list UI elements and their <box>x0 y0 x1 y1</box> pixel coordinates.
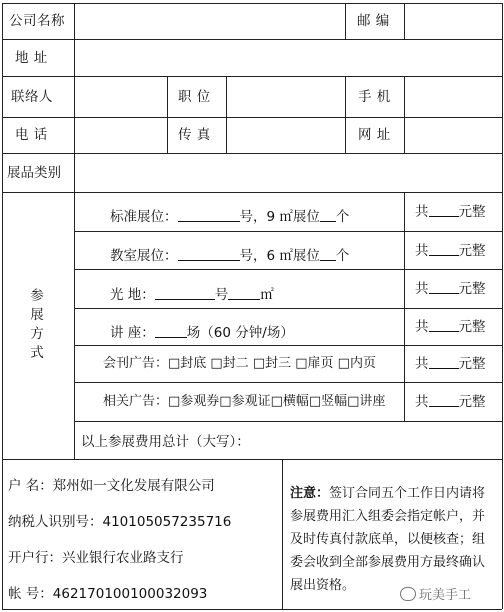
wechat-logo-icon <box>400 587 416 601</box>
col-divider <box>167 76 168 153</box>
price-classroom[interactable]: 共 元整 <box>415 243 486 259</box>
phone-field[interactable] <box>75 118 167 153</box>
classroom-booth-line[interactable] <box>110 248 349 264</box>
price-related-ad[interactable]: 共 元整 <box>415 394 486 410</box>
standard-booth-line[interactable] <box>110 209 349 225</box>
fax-field[interactable] <box>227 118 345 153</box>
total-label: 以上参展费用总计（大写）： <box>81 434 250 450</box>
col-divider <box>345 3 346 39</box>
related-ad-options[interactable]: 相关广告：□参观券□参观证□横幅□竖幅□讲座 <box>103 394 386 409</box>
payment-note <box>290 482 497 597</box>
postcode-label: 邮 编 <box>357 13 390 29</box>
row-divider <box>74 382 502 383</box>
category-label: 展品类别 <box>7 165 61 181</box>
classroom-booth-suffix: 个 <box>335 248 350 264</box>
website-field[interactable] <box>405 118 501 153</box>
participation-label: 参展方式 <box>30 288 44 361</box>
standard-booth-suffix: 个 <box>335 209 350 225</box>
phone-label: 电 话 <box>15 127 48 143</box>
classroom-booth-prefix: 教室展位： <box>110 248 178 264</box>
amount-blank[interactable] <box>429 243 459 256</box>
lecture-line[interactable] <box>110 325 294 341</box>
category-field[interactable] <box>75 154 501 192</box>
amount-blank[interactable] <box>429 394 459 407</box>
standard-booth-prefix: 标准展位： <box>110 209 178 225</box>
contact-field[interactable] <box>75 77 167 117</box>
col-divider <box>2 3 3 609</box>
open-space-prefix: 光 地： <box>110 287 155 303</box>
row-divider <box>2 459 502 460</box>
price-standard[interactable]: 共 元整 <box>415 204 486 220</box>
price-journal-ad[interactable]: 共 元整 <box>415 356 486 372</box>
booth-number-blank[interactable] <box>178 248 240 261</box>
classroom-booth-mid: 号，6 ㎡展位 <box>239 248 320 264</box>
space-area-blank[interactable] <box>228 287 260 300</box>
amount-blank[interactable] <box>429 319 459 332</box>
watermark <box>400 584 471 603</box>
account-name: 户 名：郑州如一文化发展有限公司 <box>8 478 215 494</box>
col-divider <box>345 76 346 153</box>
row-divider <box>2 192 502 193</box>
amount-blank[interactable] <box>429 204 459 217</box>
tax-id: 纳税人识别号：410105057235716 <box>8 514 232 530</box>
open-space-suffix: ㎡ <box>260 287 274 303</box>
row-divider <box>2 609 502 610</box>
booth-count-blank[interactable] <box>320 248 336 261</box>
col-divider <box>502 3 503 609</box>
mobile-label: 手 机 <box>358 89 391 105</box>
lecture-mid: 场（60 分钟/场） <box>186 325 294 341</box>
address-field[interactable] <box>75 40 501 76</box>
watermark-text: 玩美手工 <box>419 588 472 603</box>
amount-blank[interactable] <box>429 281 459 294</box>
company-name-label: 公司名称 <box>9 13 65 29</box>
address-label: 地 址 <box>15 50 48 66</box>
standard-booth-mid: 号，9 ㎡展位 <box>239 209 320 225</box>
price-lecture[interactable]: 共 元整 <box>415 319 486 335</box>
price-open-space[interactable]: 共 元整 <box>415 281 486 297</box>
note-title: 注意： <box>290 486 330 501</box>
mobile-field[interactable] <box>405 77 501 117</box>
postcode-field[interactable] <box>405 4 501 39</box>
fax-label: 传 真 <box>178 127 211 143</box>
row-divider <box>74 269 502 270</box>
position-field[interactable] <box>227 77 345 117</box>
col-divider <box>282 459 283 609</box>
open-space-mid: 号 <box>214 287 229 303</box>
col-divider <box>404 192 405 421</box>
lecture-prefix: 讲 座： <box>110 325 155 341</box>
total-field[interactable] <box>260 422 501 458</box>
bank-name: 开户行：兴业银行农业路支行 <box>8 550 184 566</box>
account-number: 帐 号：4621701001000320​93 <box>8 586 208 602</box>
row-divider <box>74 231 502 232</box>
lecture-count-blank[interactable] <box>155 325 187 338</box>
position-label: 职 位 <box>178 89 211 105</box>
booth-number-blank[interactable] <box>178 209 240 222</box>
booth-count-blank[interactable] <box>320 209 336 222</box>
row-divider <box>74 308 502 309</box>
open-space-line[interactable] <box>110 287 274 303</box>
note-text: 签订合同五个工作日内请将参展费用汇入组委会指定帐户，并及时传真付款底单，以便核查；组委会收到全部参展费用方最终确认展出资格。 <box>290 486 486 593</box>
journal-ad-options[interactable]: 会刊广告：□封底 □封二 □封三 □扉页 □内页 <box>103 356 376 371</box>
amount-blank[interactable] <box>429 356 459 369</box>
website-label: 网 址 <box>358 127 391 143</box>
space-number-blank[interactable] <box>155 287 215 300</box>
contact-label: 联络人 <box>11 89 53 105</box>
company-name-field[interactable] <box>75 4 344 39</box>
row-divider <box>74 345 502 346</box>
